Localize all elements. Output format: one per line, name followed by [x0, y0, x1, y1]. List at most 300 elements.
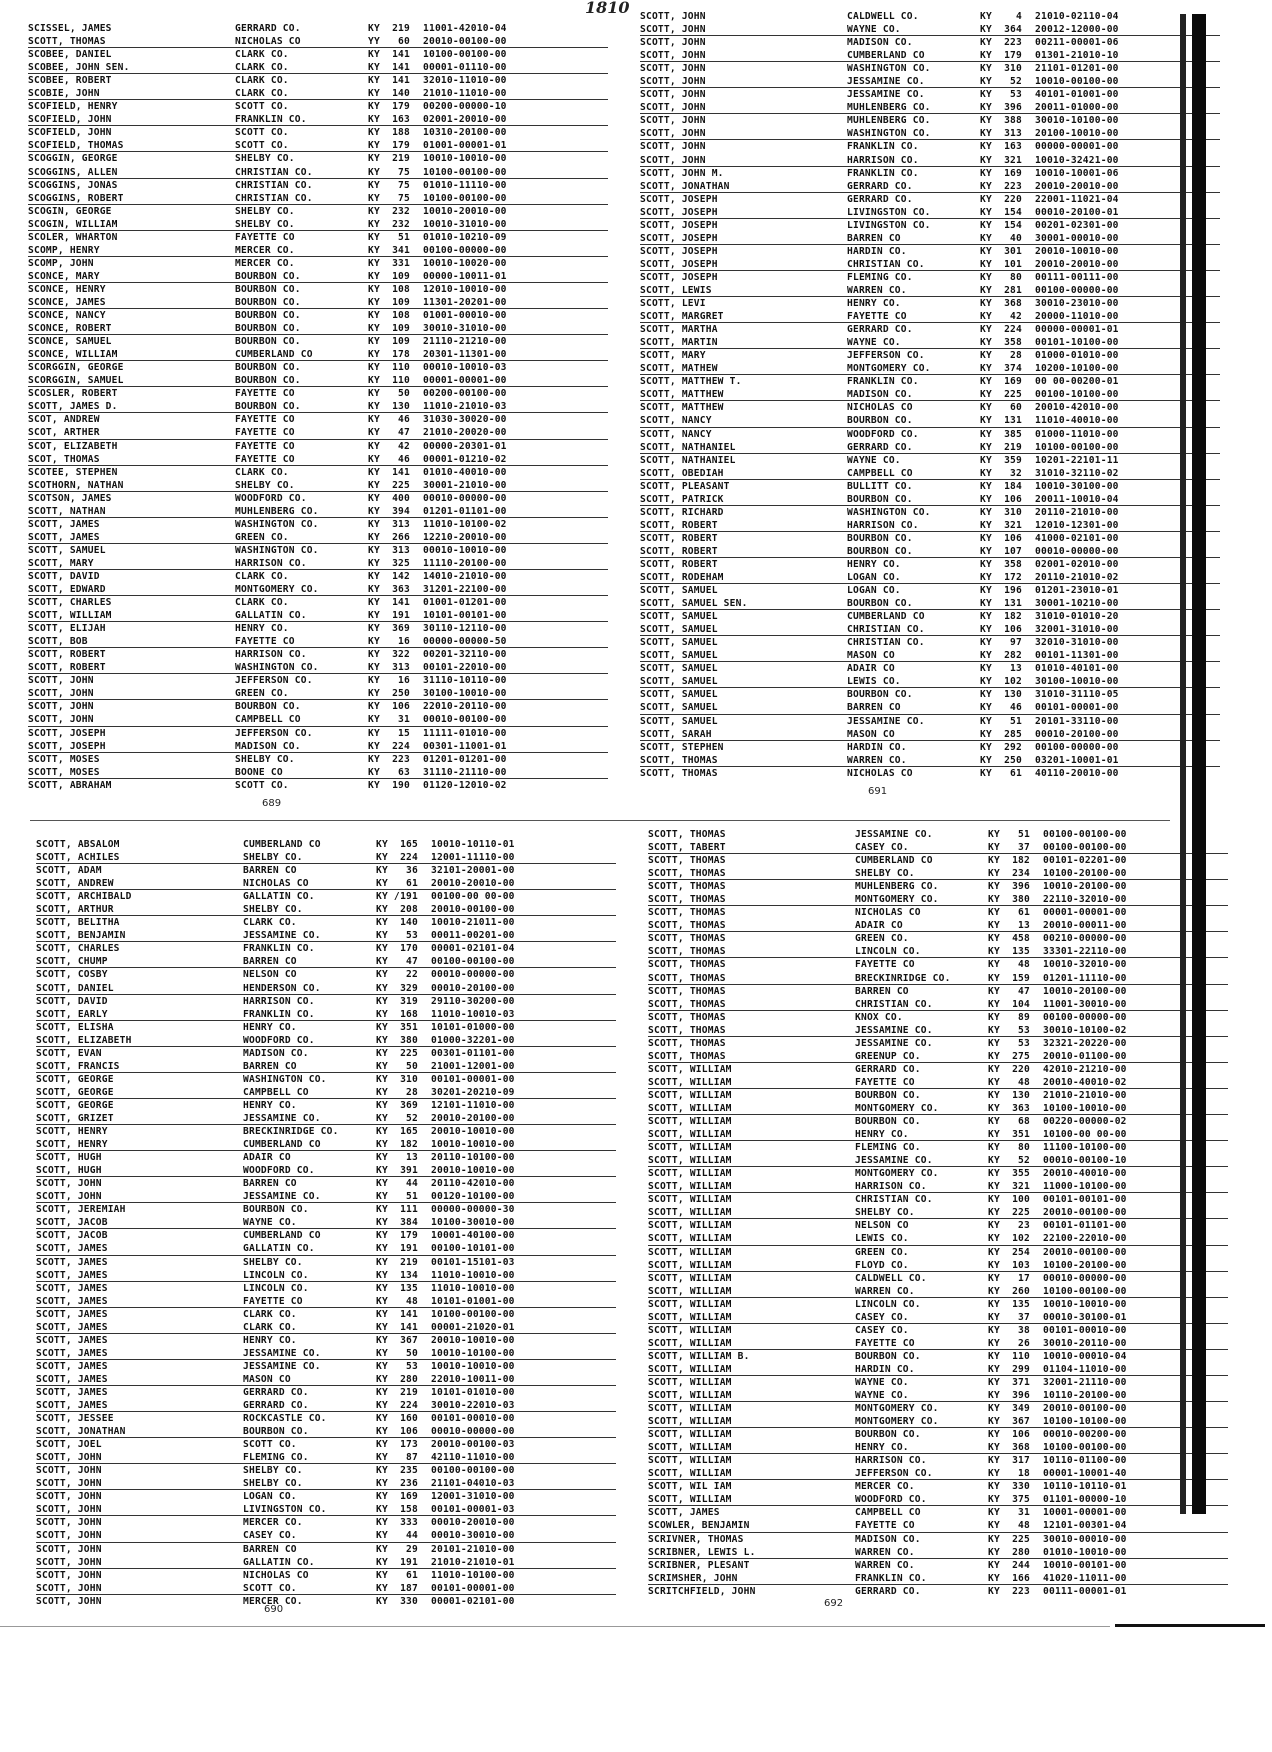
entry-state: KY: [376, 1504, 388, 1516]
entry-name: SCOTT, WILLIAM: [648, 1337, 732, 1349]
entry-county: CLARK CO.: [235, 62, 289, 74]
entry-name: SCOGGINS, JONAS: [28, 179, 118, 191]
entry-code: 00100-00100-00: [1043, 842, 1127, 854]
entry-page: 385: [1004, 428, 1022, 440]
census-entry-row: [648, 998, 1248, 1011]
entry-code: 22100-22010-00: [1043, 1233, 1127, 1245]
entry-state: KY: [980, 767, 992, 779]
entry-code: 21101-04010-03: [431, 1478, 515, 1490]
census-entry-row: [640, 219, 1240, 232]
census-entry-row: [36, 968, 636, 981]
entry-page: 168: [400, 1008, 418, 1020]
census-entry-row: [640, 284, 1240, 297]
entry-page: 51: [406, 1191, 418, 1203]
census-entry-row: [648, 1154, 1248, 1167]
entry-state: KY: [980, 245, 992, 257]
entry-code: 01201-11110-00: [1043, 972, 1127, 984]
census-entry-row: [36, 1412, 636, 1425]
entry-name: SCOTT, MARTHA: [640, 324, 718, 336]
census-entry-row: [28, 296, 628, 309]
entry-page: 169: [1004, 376, 1022, 388]
entry-name: SCOTT, JOHN: [640, 11, 706, 22]
entry-code: 00101-15101-03: [431, 1256, 515, 1268]
entry-name: SCOTT, WILLIAM: [648, 1181, 732, 1193]
entry-state: KY: [980, 611, 992, 623]
entry-page: 31: [398, 714, 410, 726]
entry-county: JESSAMINE CO.: [855, 1037, 933, 1049]
census-entry-row: [640, 767, 1240, 780]
census-entry-row: [28, 231, 628, 244]
entry-name: SCOBEE, DANIEL: [28, 49, 112, 61]
entry-county: CALDWELL CO.: [847, 11, 919, 22]
entry-name: SCOTT, WILLIAM: [648, 1363, 732, 1375]
entry-state: KY: [980, 206, 992, 218]
entry-page: 135: [400, 1282, 418, 1294]
entry-name: SCOTT, WILLIAM: [648, 1220, 732, 1232]
census-entry-row: [28, 531, 628, 544]
census-entry-row: [640, 258, 1240, 271]
entry-page: 369: [392, 623, 410, 635]
census-entry-row: [648, 972, 1248, 985]
entry-name: SCOTT, ACHILES: [36, 852, 120, 864]
entry-page: 179: [1004, 50, 1022, 62]
census-entry-row: [640, 636, 1240, 649]
entry-name: SCOTT, JOSEPH: [640, 258, 718, 270]
entry-name: SCOTT, WILLIAM: [648, 1168, 732, 1180]
entry-code: 31201-22100-00: [423, 584, 507, 596]
entry-county: JESSAMINE CO.: [855, 1024, 933, 1036]
census-entry-row: [28, 100, 628, 113]
entry-state: KY: [988, 1559, 1000, 1571]
entry-county: FAYETTE CO: [855, 1337, 915, 1349]
entry-name: SCOTT, THOMAS: [648, 998, 726, 1010]
entry-county: SHELBY CO.: [235, 479, 295, 491]
entry-name: SCOTT, SAMUEL: [640, 637, 718, 649]
entry-code: 20010-20010-00: [1035, 180, 1119, 192]
census-entry-row: [28, 335, 628, 348]
entry-page: 374: [1004, 363, 1022, 375]
page-number-690: 690: [264, 1604, 284, 1615]
entry-page: 4: [1016, 11, 1022, 22]
entry-name: SCOTT, WILLIAM: [648, 1416, 732, 1428]
entry-code: 00200-00000-10: [423, 101, 507, 113]
entry-name: SCOTT, THOMAS: [648, 829, 726, 840]
entry-county: HARRISON CO.: [243, 995, 315, 1007]
entry-state: KY: [980, 728, 992, 740]
entry-code: 01001-00010-00: [423, 310, 507, 322]
entry-county: CLARK CO.: [243, 1321, 297, 1333]
entry-county: SHELBY CO.: [243, 904, 303, 916]
entry-county: HENRY CO.: [855, 1129, 909, 1141]
census-entry-row: [36, 1125, 636, 1138]
entry-name: SCOTT, JOSEPH: [28, 727, 106, 739]
entry-page: 281: [1004, 284, 1022, 296]
entry-state: KY: [988, 1050, 1000, 1062]
entry-code: 00210-00000-00: [1043, 933, 1127, 945]
entry-state: KY: [988, 1233, 1000, 1245]
entry-state: KY: [376, 982, 388, 994]
entry-page: 280: [1012, 1546, 1030, 1558]
entry-state: KY: [980, 258, 992, 270]
entry-name: SCOTT, HUGH: [36, 1152, 102, 1164]
entry-state: KY: [376, 1439, 388, 1451]
entry-county: WASHINGTON CO.: [847, 506, 931, 518]
census-entry-row: [36, 1112, 636, 1125]
entry-state: KY: [988, 1024, 1000, 1036]
entry-page: 182: [1004, 611, 1022, 623]
entry-code: 00100-00000-00: [1035, 284, 1119, 296]
entry-county: GALLATIN CO.: [243, 1556, 315, 1568]
entry-state: KY: [980, 545, 992, 557]
entry-county: WOODFORD CO.: [243, 1165, 315, 1177]
entry-page: 220: [1004, 193, 1022, 205]
entry-state: KY: [980, 141, 992, 153]
entry-code: 10010-20100-00: [1043, 881, 1127, 893]
entry-page: 87: [406, 1452, 418, 1464]
entry-code: 00010-30010-00: [431, 1530, 515, 1542]
entry-state: KY: [368, 544, 380, 556]
entry-code: 30110-12110-00: [423, 623, 507, 635]
entry-name: SCOTT, JAMES: [648, 1507, 720, 1519]
entry-county: GALLATIN CO.: [235, 610, 307, 622]
census-entry-row: [648, 1415, 1248, 1428]
entry-county: CAMPBELL CO: [235, 714, 301, 726]
scan-edge-bar: [1115, 1624, 1265, 1627]
entry-code: 21110-21210-00: [423, 336, 507, 348]
census-entry-row: [36, 1595, 636, 1608]
census-entry-row: [648, 1376, 1248, 1389]
entry-page: 106: [1004, 532, 1022, 544]
entry-page: 75: [398, 179, 410, 191]
entry-page: 299: [1012, 1363, 1030, 1375]
census-entry-row: [28, 557, 628, 570]
entry-page: 22: [406, 969, 418, 981]
entry-state: YY: [368, 36, 380, 48]
entry-state: KY: [988, 1520, 1000, 1532]
entry-county: NELSON CO: [243, 969, 297, 981]
entry-code: 00101-02201-00: [1043, 855, 1127, 867]
entry-name: SCOTT, EDWARD: [28, 584, 106, 596]
entry-page: 46: [1010, 702, 1022, 714]
entry-code: 20010-00100-00: [1043, 1403, 1127, 1415]
entry-county: FRANKLIN CO.: [243, 943, 315, 955]
census-entry-row: [640, 62, 1240, 75]
entry-state: KY: [368, 479, 380, 491]
entry-page: 63: [398, 766, 410, 778]
entry-county: FLEMING CO.: [243, 1452, 309, 1464]
entry-name: SCOTT, WILLIAM: [648, 1390, 732, 1402]
entry-state: KY: [368, 584, 380, 596]
entry-state: KY: [988, 933, 1000, 945]
entry-name: SCOTT, SAMUEL: [640, 663, 718, 675]
census-entry-row: [36, 995, 636, 1008]
census-entry-row: [648, 1115, 1248, 1128]
entry-name: SCOTT, WILLIAM: [648, 1468, 732, 1480]
panel-page-692: [648, 828, 1248, 1598]
entry-state: KY: [988, 1337, 1000, 1349]
entry-code: 10100-00100-00: [423, 166, 507, 178]
entry-code: 31110-10110-00: [423, 675, 507, 687]
entry-name: SCOFIELD, JOHN: [28, 127, 112, 139]
entry-code: 00000-00000-50: [423, 636, 507, 648]
census-entry-row: [648, 1102, 1248, 1115]
entry-page: 61: [1010, 767, 1022, 779]
census-entry-row: [640, 336, 1240, 349]
entry-page: 187: [400, 1582, 418, 1594]
entry-name: SCOTT, CHARLES: [36, 943, 120, 955]
entry-state: KY: [376, 1152, 388, 1164]
census-entry-row: [640, 180, 1240, 193]
entry-county: FAYETTE CO: [235, 231, 295, 243]
entry-state: KY: [980, 558, 992, 570]
entry-state: KY: [376, 1530, 388, 1542]
entry-state: KY: [376, 1426, 388, 1438]
census-entry-row: [36, 1425, 636, 1438]
entry-county: ADAIR CO: [847, 663, 895, 675]
census-entry-row: [28, 518, 628, 531]
entry-code: 00001-02101-00: [431, 1595, 515, 1607]
entry-page: 53: [406, 930, 418, 942]
entry-name: SCOTT, JAMES: [36, 1373, 108, 1385]
entry-state: KY: [368, 349, 380, 361]
entry-state: KY: [980, 689, 992, 701]
entry-code: 01010-40010-00: [423, 466, 507, 478]
entry-state: KY: [368, 388, 380, 400]
census-entry-row: [36, 1008, 636, 1021]
entry-page: 141: [392, 62, 410, 74]
entry-county: FRANKLIN CO.: [855, 1572, 927, 1584]
census-entry-row: [28, 700, 628, 713]
census-entry-row: [28, 87, 628, 100]
entry-state: KY: [376, 1308, 388, 1320]
entry-state: KY: [376, 1465, 388, 1477]
census-entry-row: [648, 1363, 1248, 1376]
entry-code: 32010-31010-00: [1035, 637, 1119, 649]
entry-state: KY: [368, 362, 380, 374]
census-entry-row: [36, 1477, 636, 1490]
entry-county: FAYETTE CO: [235, 427, 295, 439]
entry-state: KY: [980, 115, 992, 127]
census-entry-row: [36, 1256, 636, 1269]
entry-page: 106: [1012, 1429, 1030, 1441]
entry-code: 10010-00101-00: [1043, 1559, 1127, 1571]
census-entry-row: [28, 687, 628, 700]
entry-code: 01000-01010-00: [1035, 350, 1119, 362]
entry-county: MONTGOMERY CO.: [847, 363, 931, 375]
entry-page: 109: [392, 336, 410, 348]
entry-name: SCOTT, THOMAS: [640, 754, 718, 766]
entry-county: HARRISON CO.: [855, 1455, 927, 1467]
entry-name: SCOTT, JOHN: [36, 1517, 102, 1529]
entry-code: 22001-11021-04: [1035, 193, 1119, 205]
entry-state: KY: [376, 1073, 388, 1085]
entry-page: 142: [392, 570, 410, 582]
entry-state: KY: [368, 427, 380, 439]
entry-page: 384: [400, 1217, 418, 1229]
entry-page: 371: [1012, 1376, 1030, 1388]
census-entry-row: [648, 1324, 1248, 1337]
entry-code: 22010-10011-00: [431, 1373, 515, 1385]
entry-code: 32001-21110-00: [1043, 1376, 1127, 1388]
entry-name: SCOTT, WILLIAM: [648, 1455, 732, 1467]
entry-code: 00000-20301-01: [423, 440, 507, 452]
entry-county: ROCKCASTLE CO.: [243, 1413, 327, 1425]
entry-name: SCOGGINS, ALLEN: [28, 166, 118, 178]
census-entry-row: [28, 453, 628, 466]
entry-code: 01010-11110-00: [423, 179, 507, 191]
entry-county: SHELBY CO.: [855, 868, 915, 880]
census-entry-row: [36, 929, 636, 942]
entry-name: SCOTT, JAMES: [36, 1256, 108, 1268]
entry-name: SCOTT, LEWIS: [640, 284, 712, 296]
entry-page: 110: [392, 375, 410, 387]
entry-code: 20010-01100-00: [1043, 1050, 1127, 1062]
entry-county: CHRISTIAN CO.: [847, 258, 925, 270]
census-entry-row: [28, 126, 628, 139]
entry-county: BOURBON CO.: [847, 493, 913, 505]
entry-code: 00010-00000-00: [431, 1426, 515, 1438]
entry-county: JESSAMINE CO.: [243, 1347, 321, 1359]
census-entry-row: [36, 1242, 636, 1255]
entry-state: KY: [368, 466, 380, 478]
entry-county: BOURBON CO.: [235, 401, 301, 413]
entry-code: 00010-00000-00: [423, 492, 507, 504]
census-entry-row: [648, 880, 1248, 893]
entry-code: 21010-20020-00: [423, 427, 507, 439]
bottom-rule: [0, 1626, 1110, 1627]
entry-county: CUMBERLAND CO: [847, 611, 925, 623]
entry-page: 319: [400, 995, 418, 1007]
entry-county: CLARK CO.: [243, 917, 297, 929]
entry-state: KY: [980, 663, 992, 675]
entry-page: 313: [392, 662, 410, 674]
entry-code: 20010-20100-00: [431, 1112, 515, 1124]
entry-name: SCOTT, GRIZET: [36, 1112, 114, 1124]
entry-page: 363: [392, 584, 410, 596]
entry-code: 01010-40101-00: [1035, 663, 1119, 675]
entry-page: 101: [1004, 258, 1022, 270]
entry-code: 30010-22010-03: [431, 1400, 515, 1412]
entry-page: 60: [398, 36, 410, 48]
entry-code: 11010-10100-02: [423, 518, 507, 530]
entry-state: KY: [988, 1585, 1000, 1597]
entry-name: SCOTT, MOSES: [28, 753, 100, 765]
entry-county: BOURBON CO.: [235, 296, 301, 308]
census-entry-row: [28, 374, 628, 387]
entry-name: SCOTT, JOHN: [36, 1595, 102, 1607]
entry-name: SCOTT, WILLIAM: [648, 1142, 732, 1154]
census-entry-row: [36, 1334, 636, 1347]
entry-county: MONTGOMERY CO.: [855, 894, 939, 906]
census-entry-row: [36, 1373, 636, 1386]
census-entry-row: [28, 270, 628, 283]
census-entry-row: [648, 1193, 1248, 1206]
entry-state: KY: [980, 167, 992, 179]
entry-county: JESSAMINE CO.: [243, 930, 321, 942]
entry-state: KY: [980, 741, 992, 753]
entry-code: 01201-01101-00: [423, 505, 507, 517]
entry-code: 20011-01000-00: [1035, 102, 1119, 114]
entry-state: KY: [368, 336, 380, 348]
entry-page: 310: [1004, 63, 1022, 75]
entry-code: 20011-10010-04: [1035, 493, 1119, 505]
entry-code: 10201-22101-11: [1035, 454, 1119, 466]
entry-code: 11111-01010-00: [423, 727, 507, 739]
entry-state: KY: [368, 688, 380, 700]
entry-county: BOURBON CO.: [235, 310, 301, 322]
entry-page: 358: [1004, 558, 1022, 570]
entry-code: 10010-10001-06: [1035, 167, 1119, 179]
entry-state: KY: [988, 1481, 1000, 1493]
entry-state: KY: [980, 232, 992, 244]
census-entry-row: [648, 906, 1248, 919]
entry-name: SCOTT, WILLIAM: [28, 610, 112, 622]
entry-page: 26: [1018, 1337, 1030, 1349]
entry-code: 12010-12301-00: [1035, 519, 1119, 531]
entry-county: HENRY CO.: [847, 558, 901, 570]
census-entry-row: [640, 454, 1240, 467]
entry-name: SCOTT, WILLIAM: [648, 1285, 732, 1297]
entry-state: KY: [988, 946, 1000, 958]
entry-code: 33301-22110-00: [1043, 946, 1127, 958]
entry-code: 01104-11010-00: [1043, 1363, 1127, 1375]
entry-page: 396: [1004, 102, 1022, 114]
census-entry-row: [640, 441, 1240, 454]
entry-county: WOODFORD CO.: [243, 1034, 315, 1046]
entry-code: 00220-00000-02: [1043, 1116, 1127, 1128]
entry-state: KY: [368, 140, 380, 152]
entry-name: SCOTT, JEREMIAH: [36, 1204, 126, 1216]
entry-page: 109: [392, 296, 410, 308]
entry-page: 108: [392, 310, 410, 322]
entry-name: SCOTT, JAMES: [36, 1334, 108, 1346]
census-entry-row: [648, 1272, 1248, 1285]
census-entry-row: [640, 493, 1240, 506]
entry-name: SCOTT, JOHN: [36, 1178, 102, 1190]
entry-name: SCOTT, MATHEW: [640, 363, 718, 375]
census-entry-row: [648, 893, 1248, 906]
entry-name: SCOTT, WILLIAM: [648, 1155, 732, 1167]
entry-state: KY: [376, 1569, 388, 1581]
binding-edge: [1192, 14, 1206, 1514]
entry-state: KY: [988, 959, 1000, 971]
entry-name: SCOGIN, WILLIAM: [28, 218, 118, 230]
entry-code: 30010-20110-00: [1043, 1337, 1127, 1349]
entry-code: 20010-00100-00: [1043, 1207, 1127, 1219]
entry-county: SHELBY CO.: [243, 852, 303, 864]
entry-state: KY: [980, 480, 992, 492]
entry-name: SCOTT, THOMAS: [648, 972, 726, 984]
entry-state: KY: [988, 1220, 1000, 1232]
page-number-692: 692: [824, 1598, 844, 1609]
entry-page: 163: [1004, 141, 1022, 153]
entry-state: KY: [980, 63, 992, 75]
entry-state: KY: [368, 505, 380, 517]
entry-page: 330: [400, 1595, 418, 1607]
entry-state: KY: [988, 1572, 1000, 1584]
entry-name: SCOTT, JOHN: [36, 1556, 102, 1568]
entry-name: SCOTT, ABSALOM: [36, 839, 120, 850]
entry-page: 396: [1012, 881, 1030, 893]
entry-name: SCOTT, SAMUEL: [640, 585, 718, 597]
entry-page: 280: [400, 1373, 418, 1385]
census-entry-row: [36, 1073, 636, 1086]
entry-page: 97: [1010, 637, 1022, 649]
entry-code: 20010-10010-00: [431, 1165, 515, 1177]
entry-name: SCOTT, WILLIAM: [648, 1429, 732, 1441]
entry-code: 10010-10020-00: [423, 257, 507, 269]
census-entry-row: [648, 854, 1248, 867]
